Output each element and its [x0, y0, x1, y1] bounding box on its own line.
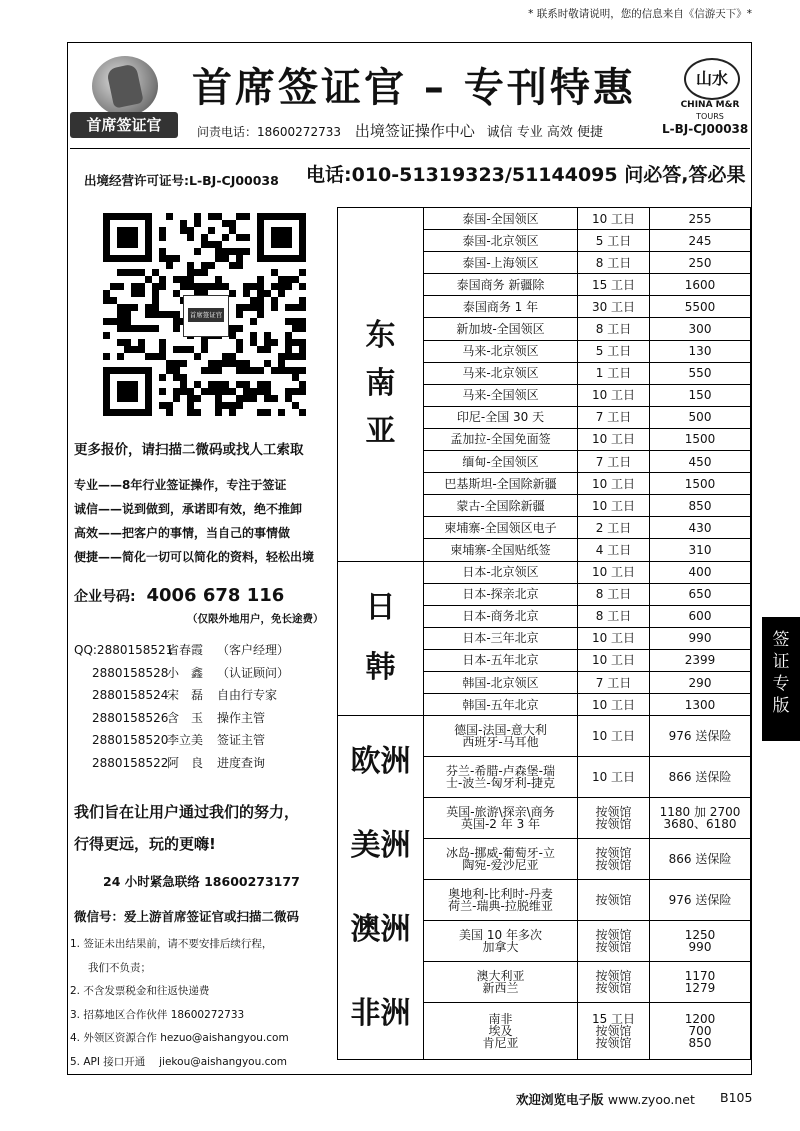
price-cell: 1600 [650, 274, 751, 296]
qr-center-text: 首席签证官 [188, 308, 224, 322]
note-item: 我们不负责； [88, 961, 151, 974]
note-item: 4. 外领区资源合作 hezuo@aishangyou.com [70, 1032, 289, 1044]
destination-cell: 泰国商务 新疆除 [424, 274, 578, 296]
price-cell: 250 [650, 252, 751, 274]
contact-row: 2880158524宋 磊 自由行专家 [92, 688, 278, 703]
footer-url[interactable]: www.zyoo.net [607, 1092, 695, 1107]
processing-time-cell: 10 工日 [578, 428, 650, 450]
processing-time-cell: 8 工日 [578, 252, 650, 274]
processing-time-cell: 7 工日 [578, 671, 650, 693]
complaint-phone: 问责电话：18600272733 [197, 125, 341, 139]
contact-row: 2880158522阿 良 进度查询 [92, 755, 266, 770]
destination-cell: 蒙古-全国除新疆 [424, 495, 578, 517]
contact-row: 2880158528小 鑫 （认证顾问） [92, 665, 290, 680]
note-item: 3. 招募地区合作伙伴 18600272733 [70, 1008, 245, 1021]
processing-time-cell: 10 工日 [578, 561, 650, 583]
price-cell: 866 送保险 [650, 757, 751, 798]
destination-cell: 缅甸-全国领区 [424, 451, 578, 473]
processing-time-cell: 按领馆 按领馆 [578, 921, 650, 962]
price-cell: 400 [650, 561, 751, 583]
price-cell: 255 [650, 208, 751, 230]
price-cell: 1300 [650, 694, 751, 716]
price-cell: 650 [650, 583, 751, 605]
price-cell: 500 [650, 406, 751, 428]
price-cell: 2399 [650, 649, 751, 671]
price-cell: 1500 [650, 428, 751, 450]
header-values: 诚信 专业 高效 便捷 [486, 125, 604, 140]
hotline-number: 4006 678 116 [146, 585, 285, 606]
destination-cell: 英国-旅游\探亲\商务 英国-2 年 3 年 [424, 798, 578, 839]
processing-time-cell: 8 工日 [578, 583, 650, 605]
price-row [338, 208, 751, 230]
price-cell: 1500 [650, 473, 751, 495]
note-item: 5. API 接口开通 jiekou@aishangyou.com [70, 1055, 288, 1068]
destination-cell: 巴基斯坦-全国除新疆 [424, 473, 578, 495]
slogan-line-1: 我们旨在让用户通过我们的努力， [74, 803, 300, 821]
side-tab-text: 签 证 专 版 [772, 630, 790, 716]
value-line: 专业——8年行业签证操作，专注于签证 [74, 478, 287, 492]
center-name: 出境签证操作中心 [354, 122, 475, 140]
destination-cell: 孟加拉-全国免面签 [424, 428, 578, 450]
price-cell: 130 [650, 340, 751, 362]
destination-cell: 韩国-五年北京 [424, 694, 578, 716]
logo-line1: CHINA M&R [680, 100, 740, 110]
price-row [338, 716, 751, 757]
processing-time-cell: 5 工日 [578, 340, 650, 362]
destination-cell: 马来-北京领区 [424, 340, 578, 362]
processing-time-cell: 10 工日 [578, 649, 650, 671]
qr-code[interactable] [103, 205, 306, 425]
destination-cell: 新加坡-全国领区 [424, 318, 578, 340]
price-cell: 550 [650, 362, 751, 384]
price-cell: 850 [650, 495, 751, 517]
footer [516, 1090, 695, 1108]
value-line: 诚信——说到做到，承诺即有效，绝不推卸 [74, 502, 303, 516]
processing-time-cell: 10 工日 [578, 384, 650, 406]
value-line: 高效——把客户的事情，当自己的事情做 [74, 526, 291, 540]
processing-time-cell: 10 工日 [578, 208, 650, 230]
price-cell: 450 [650, 451, 751, 473]
destination-cell: 印尼-全国 30 天 [424, 406, 578, 428]
hotline-note: （仅限外地用户，免长途费） [187, 613, 324, 625]
destination-cell: 日本-五年北京 [424, 649, 578, 671]
scan-text: 更多报价，请扫描二微码或找人工索取 [74, 442, 304, 458]
hotline-label: 企业号码: [74, 589, 136, 605]
destination-cell: 芬兰-希腊-卢森堡-瑞 士-波兰-匈牙利-捷克 [424, 757, 578, 798]
china-mr-tours-logo [674, 58, 746, 128]
processing-time-cell: 30 工日 [578, 296, 650, 318]
logo-line2: TOURS [696, 112, 724, 121]
price-cell: 300 [650, 318, 751, 340]
price-cell: 976 送保险 [650, 880, 751, 921]
processing-time-cell: 1 工日 [578, 362, 650, 384]
wechat-id: 微信号：爱上游首席签证官或扫描二微码 [74, 909, 300, 924]
price-cell: 430 [650, 517, 751, 539]
destination-cell: 日本-三年北京 [424, 627, 578, 649]
destination-cell: 澳大利亚 新西兰 [424, 962, 578, 1003]
processing-time-cell: 10 工日 [578, 473, 650, 495]
price-cell: 1170 1279 [650, 962, 751, 1003]
processing-time-cell: 10 工日 [578, 627, 650, 649]
note-item: 2. 不含发票税金和往返快递费 [70, 985, 210, 997]
note-item: 1. 签证未出结果前，请不要安排后续行程， [70, 938, 273, 950]
processing-time-cell: 8 工日 [578, 318, 650, 340]
price-cell: 600 [650, 605, 751, 627]
processing-time-cell: 15 工日 [578, 274, 650, 296]
footer-text: 欢迎浏览电子版 [516, 1092, 608, 1107]
processing-time-cell: 8 工日 [578, 605, 650, 627]
destination-cell: 南非 埃及 肯尼亚 [424, 1003, 578, 1060]
source-note: * 联系时敬请说明，您的信息来自《信游天下》* [528, 8, 752, 20]
contact-row: 2880158520李立美 签证主管 [92, 733, 266, 748]
processing-time-cell: 按领馆 [578, 880, 650, 921]
destination-cell: 泰国-上海领区 [424, 252, 578, 274]
price-cell: 310 [650, 539, 751, 561]
hotline [74, 585, 284, 606]
destination-cell: 韩国-北京领区 [424, 671, 578, 693]
contact-row: 2880158526含 玉 操作主管 [92, 710, 266, 725]
processing-time-cell: 7 工日 [578, 451, 650, 473]
processing-time-cell: 2 工日 [578, 517, 650, 539]
destination-cell: 日本-商务北京 [424, 605, 578, 627]
emergency-contact: 24 小时紧急联络 18600273177 [103, 874, 300, 889]
processing-time-cell: 按领馆 按领馆 [578, 839, 650, 880]
license-code: L-BJ-CJ00038 [662, 122, 749, 136]
contact-row: QQ:2880158521省春霞 （客户经理） [74, 643, 290, 657]
main-phone: 电话:010-51319323/51144095 问必答,答必果 [306, 164, 746, 186]
region-label: 欧洲 美洲 澳洲 非洲 [338, 716, 424, 1060]
destination-cell: 美国 10 年多次 加拿大 [424, 921, 578, 962]
price-cell: 976 送保险 [650, 716, 751, 757]
destination-cell: 泰国商务 1 年 [424, 296, 578, 318]
page-number: B105 [720, 1090, 753, 1105]
brand-logo [70, 56, 180, 144]
price-cell: 990 [650, 627, 751, 649]
processing-time-cell: 5 工日 [578, 230, 650, 252]
processing-time-cell: 10 工日 [578, 694, 650, 716]
license-number: 出境经营许可证号:L-BJ-CJ00038 [84, 173, 279, 188]
region-label: 东 南 亚 [338, 208, 424, 562]
header-line [197, 120, 603, 141]
destination-cell: 日本-北京领区 [424, 561, 578, 583]
processing-time-cell: 4 工日 [578, 539, 650, 561]
contact-list [74, 639, 289, 775]
qr-center-logo [183, 295, 229, 337]
processing-time-cell: 10 工日 [578, 757, 650, 798]
visa-edition-tab [762, 617, 800, 741]
logo-text: 首席签证官 [70, 112, 178, 138]
destination-cell: 马来-全国领区 [424, 384, 578, 406]
price-cell: 1250 990 [650, 921, 751, 962]
processing-time-cell: 按领馆 按领馆 [578, 962, 650, 1003]
price-cell: 245 [650, 230, 751, 252]
value-line: 便捷——简化一切可以简化的资料，轻松出境 [74, 550, 315, 564]
destination-cell: 日本-探亲北京 [424, 583, 578, 605]
price-cell: 5500 [650, 296, 751, 318]
processing-time-cell: 10 工日 [578, 716, 650, 757]
notes-list [70, 933, 289, 1074]
logo-mark: 山水 [684, 58, 740, 100]
price-cell: 290 [650, 671, 751, 693]
page-title: 首席签证官 – 专刊特惠 [192, 65, 636, 111]
destination-cell: 泰国-北京领区 [424, 230, 578, 252]
price-row [338, 561, 751, 583]
destination-cell: 泰国-全国领区 [424, 208, 578, 230]
price-cell: 866 送保险 [650, 839, 751, 880]
visa-price-table [337, 207, 751, 1060]
slogan-line-2: 行得更远，玩的更嗨! [74, 835, 216, 853]
processing-time-cell: 10 工日 [578, 495, 650, 517]
destination-cell: 冰岛-挪威-葡萄牙-立 陶宛-爱沙尼亚 [424, 839, 578, 880]
processing-time-cell: 7 工日 [578, 406, 650, 428]
processing-time-cell: 按领馆 按领馆 [578, 798, 650, 839]
destination-cell: 柬埔寨-全国贴纸签 [424, 539, 578, 561]
destination-cell: 德国-法国-意大利 西班牙-马耳他 [424, 716, 578, 757]
destination-cell: 马来-北京领区 [424, 362, 578, 384]
price-cell: 1200 700 850 [650, 1003, 751, 1060]
price-cell: 1180 加 2700 3680、6180 [650, 798, 751, 839]
price-cell: 150 [650, 384, 751, 406]
destination-cell: 柬埔寨-全国领区电子 [424, 517, 578, 539]
header-divider [70, 148, 750, 149]
destination-cell: 奥地利-比利时-丹麦 荷兰-瑞典-拉脱维亚 [424, 880, 578, 921]
processing-time-cell: 15 工日 按领馆 按领馆 [578, 1003, 650, 1060]
region-label: 日 韩 [338, 561, 424, 716]
